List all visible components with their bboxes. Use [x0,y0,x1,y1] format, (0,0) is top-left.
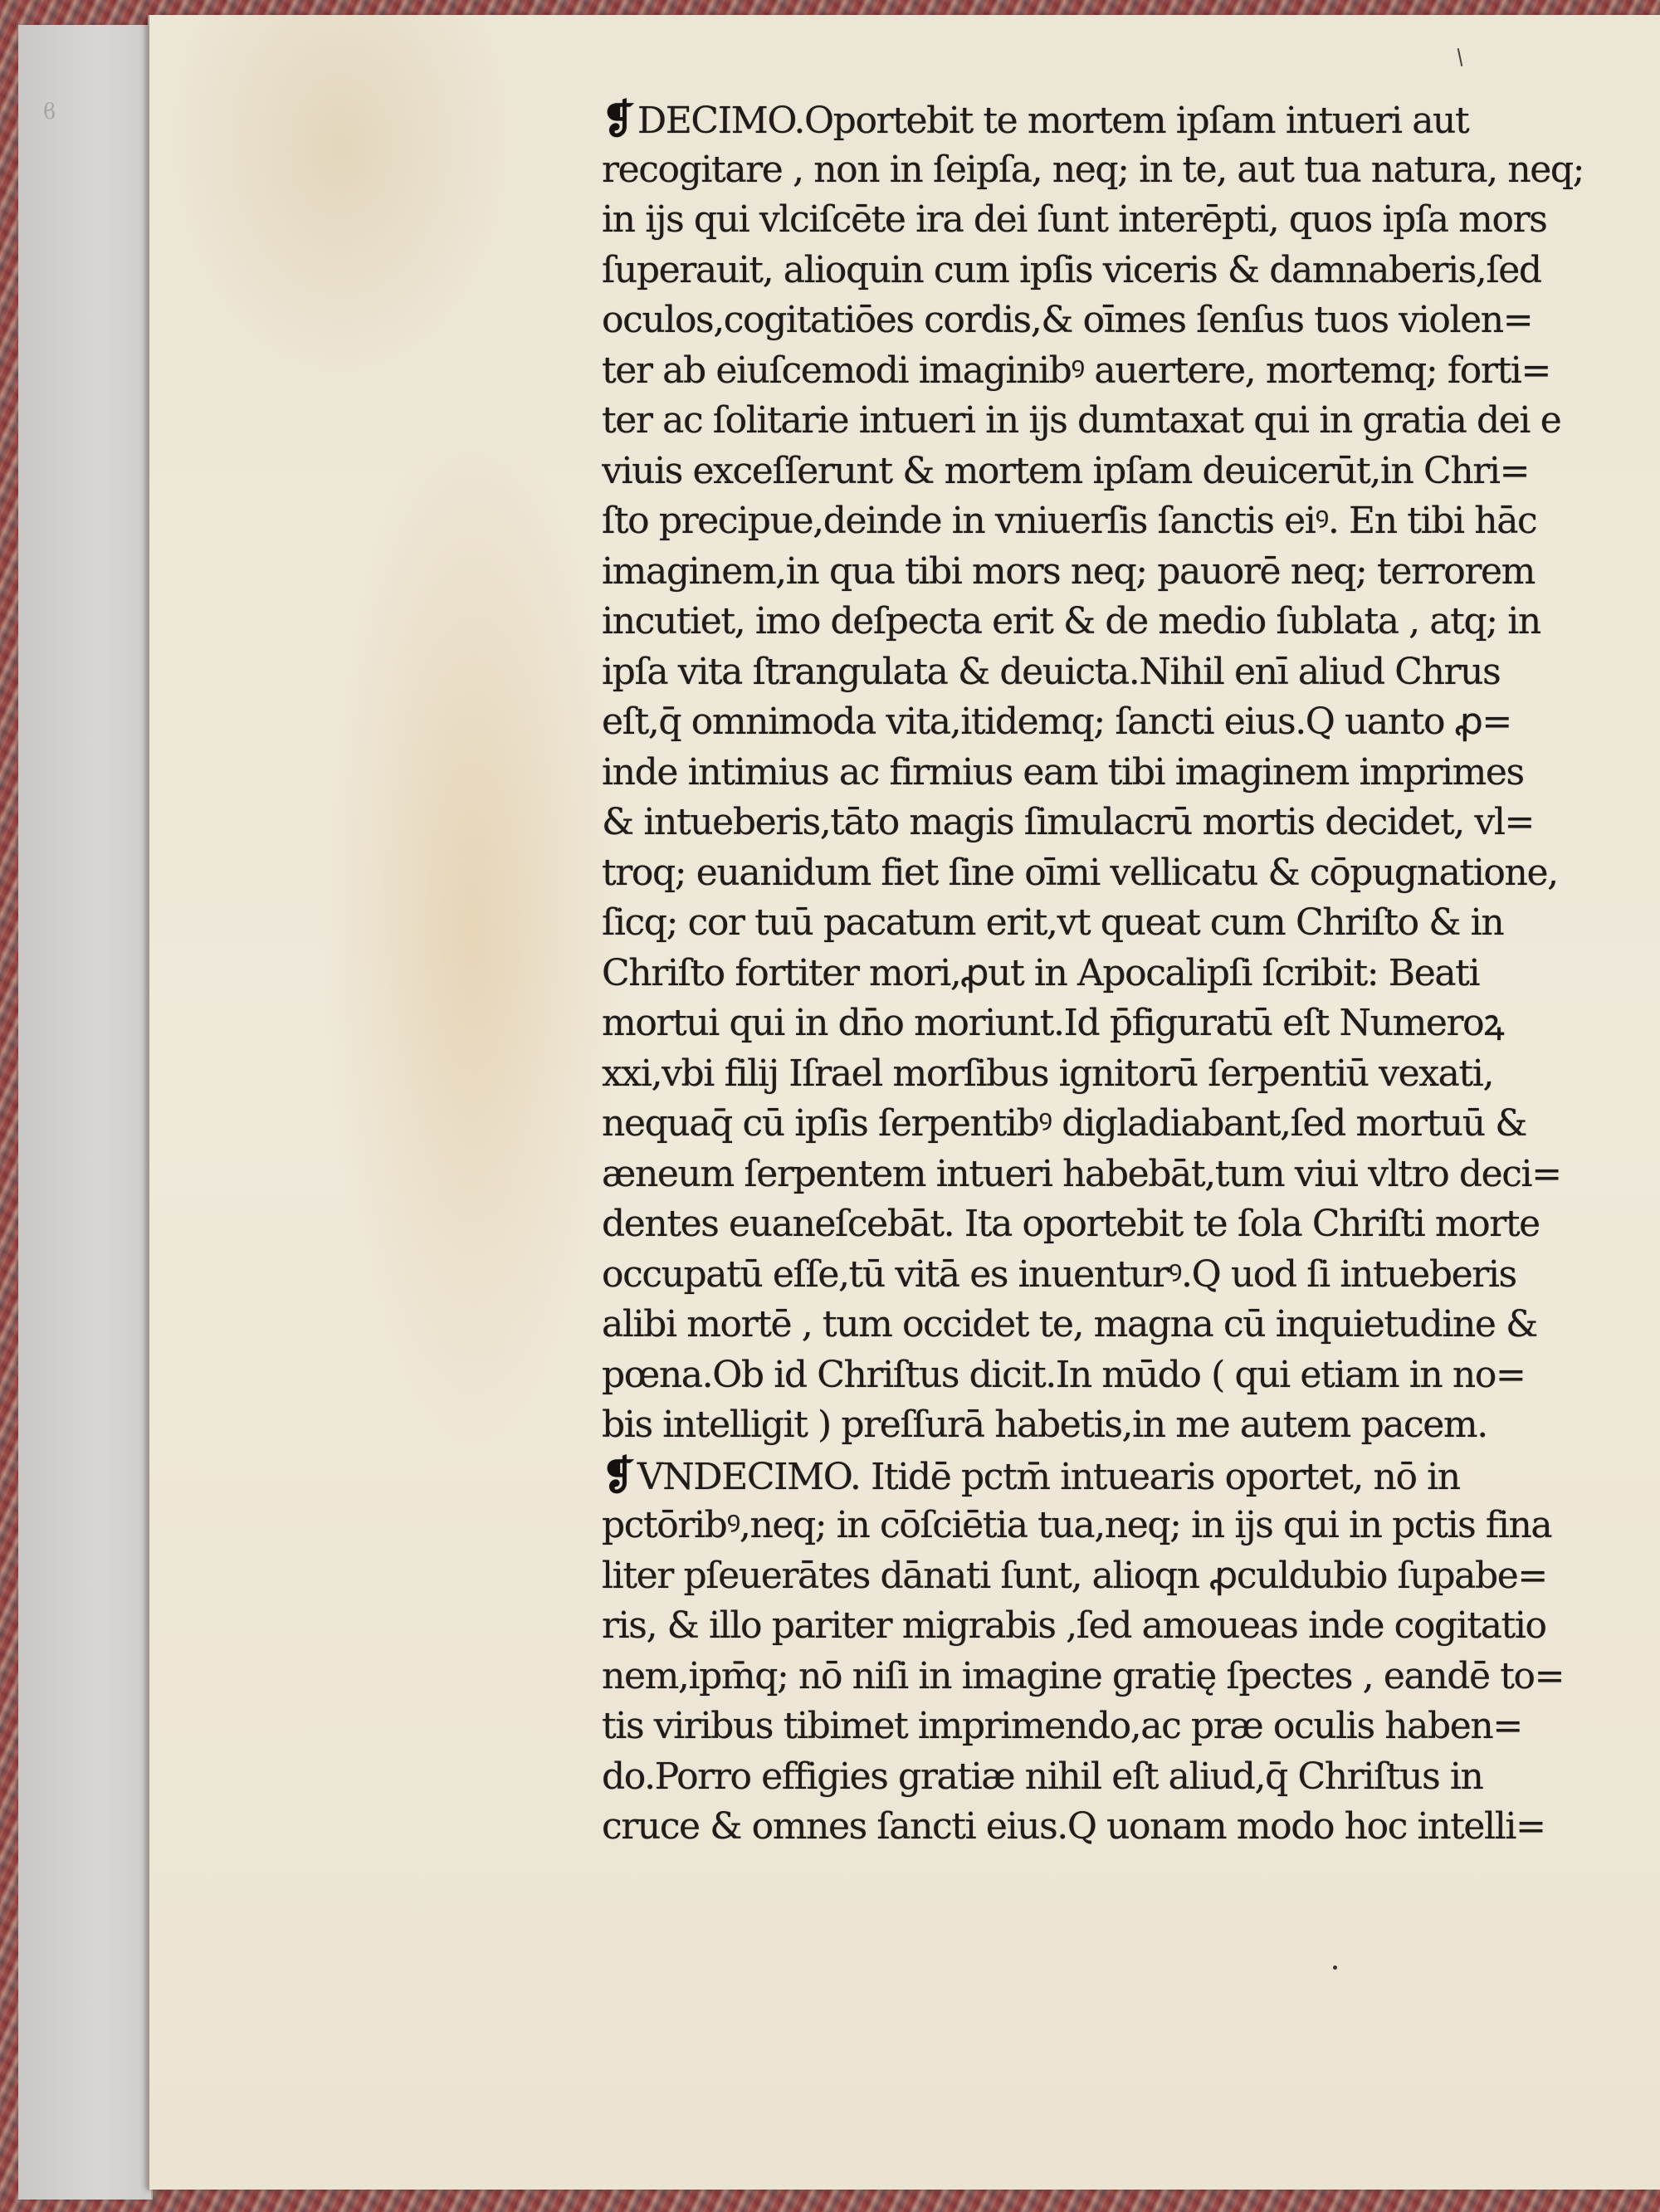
line-text: ter ac ſolitarie intueri in ijs dumtaxat qui in gratia dei e [602,399,1561,442]
ink-speck [1333,1965,1337,1970]
text-line [602,1350,1660,1401]
flyleaf [18,25,153,2200]
text-line [602,496,1660,547]
line-text: liter pſeuerātes dānati ſunt, alioqn ꝓculdubio ſupabe= [602,1554,1547,1597]
line-text: æneum ſerpentem intueri habebāt,tum viui vltro deci= [602,1152,1561,1195]
text-line [602,1250,1660,1301]
line-text: alibi mortē , tum occidet te, magna cū inquietudine & [602,1303,1537,1345]
line-text: nem,ipm̄q; nō niſi in imagine gratię ſpectes , eandē to= [602,1654,1565,1697]
line-text: eſt,q̄ omnimoda vita,itidemq; ſancti eius.Q uanto ꝓ= [602,701,1511,743]
margin-tick-mark [1457,48,1463,66]
text-line [602,246,1660,296]
printed-page [148,15,1660,2190]
line-text: ſuperauit, alioquin cum ipſis viceris & damnaberis,ſed [602,248,1541,291]
line-text: viuis exceſſerunt & mortem ipſam deuicerūt,in Chri= [602,449,1530,492]
pilcrow-mark: ❡ [602,1452,634,1499]
line-text: VNDECIMO. Itidē pctm̄ intuearis oportet, nō in [637,1455,1460,1498]
text-line [602,1049,1660,1100]
text-line [602,647,1660,698]
text-line [602,195,1660,246]
line-text: bis intelligit ) preſſurā habetis,in me autem pacem. [602,1404,1487,1446]
text-line [602,1451,1660,1502]
text-line [602,1099,1660,1150]
line-text: ſicq; cor tuū pacatum erit,vt queat cum Chriſto & in [602,901,1504,944]
text-line [602,999,1660,1049]
line-text: oculos,cogitatiōes cordis,& oīmes ſenſus tuos violen= [602,299,1533,341]
line-text: incutiet, imo deſpecta erit & de medio ſublata , atq; in [602,600,1540,642]
line-text: ipſa vita ſtrangulata & deuicta.Nihil enī aliud Chrus [602,650,1501,693]
page-text-block [602,95,1660,1853]
line-text: troq; euanidum fiet ſine oīmi vellicatu & cōpugnatione, [602,851,1558,894]
line-text: pœna.Ob id Chriſtus dicit.In mūdo ( qui etiam in no= [602,1353,1526,1396]
text-line [602,95,1660,145]
line-text: occupatū eſſe,tū vitā es inuenturꝰ.Q uod ſi intueberis [602,1252,1516,1296]
line-text: DECIMO.Oportebit te mortem ipſam intueri aut [637,100,1469,142]
text-line [602,848,1660,899]
line-text: in ijs qui vlciſcēte ira dei ſunt interēpti, quos ipſa mors [602,198,1547,241]
pilcrow-mark: ❡ [602,96,634,143]
text-line [602,898,1660,949]
text-line [602,798,1660,848]
text-line [602,697,1660,748]
text-line [602,396,1660,447]
line-text: & intueberis,tāto magis ſimulacrū mortis decidet, vl= [602,801,1534,843]
text-line [602,295,1660,346]
line-text: do.Porro effigies gratiæ nihil eſt aliud,q̄ Chriſtus in [602,1755,1483,1798]
text-line [602,1150,1660,1200]
text-line [602,949,1660,999]
text-line [602,447,1660,497]
text-line [602,597,1660,647]
text-line [602,1501,1660,1551]
line-text: Chriſto fortiter mori,ꝓut in Apocalipſi ſcribit: Beati [602,951,1480,994]
line-text: xxi,vbi filij Iſrael morſibus ignitorū ſerpentiū vexati, [602,1052,1494,1095]
line-text: ris, & illo pariter migrabis ,ſed amoueas inde cogitatio [602,1604,1546,1647]
line-text: cruce & omnes ſancti eius.Q uonam modo hoc intelli= [602,1805,1545,1848]
line-text: imaginem,in qua tibi mors neq; pauorē neq; terrorem [602,549,1535,593]
text-line [602,547,1660,598]
text-line [602,1652,1660,1702]
line-text: tis viribus tibimet imprimendo,ac præ oculis haben= [602,1705,1522,1747]
text-line [602,1300,1660,1350]
line-text: mortui qui in dn̄o moriunt.Id p̄figuratū eſt Numeroꝝ [602,1002,1504,1044]
text-line [602,1752,1660,1803]
line-text: ſto precipue,deinde in vniuerſis ſanctis eiꝰ. En tibi hāc [602,500,1537,542]
line-text: nequaq̄ cū ipſis ſerpentibꝰ digladiabant,ſed mortuū & [602,1102,1527,1145]
line-text: dentes euaneſcebāt. Ita oportebit te ſola Chriſti morte [602,1203,1540,1245]
text-line [602,1702,1660,1752]
line-text: inde intimius ac firmius eam tibi imaginem imprimes [602,750,1524,793]
flyleaf-pencil-mark: ϐ [43,100,56,125]
text-line [602,1199,1660,1250]
text-line [602,346,1660,397]
line-text: recogitare , non in ſeipſa, neq; in te, aut tua natura, neq; [602,148,1584,191]
text-line [602,748,1660,798]
text-line [602,1802,1660,1853]
line-text: pctōribꝰ,neq; in cōſciētia tua,neq; in ijs qui in pctis fina [602,1504,1552,1546]
text-line [602,1400,1660,1451]
line-text: ter ab eiuſcemodi imaginibꝰ auertere, mortemq; forti= [602,349,1550,392]
text-line [602,1601,1660,1652]
text-line [602,145,1660,196]
text-line [602,1551,1660,1602]
